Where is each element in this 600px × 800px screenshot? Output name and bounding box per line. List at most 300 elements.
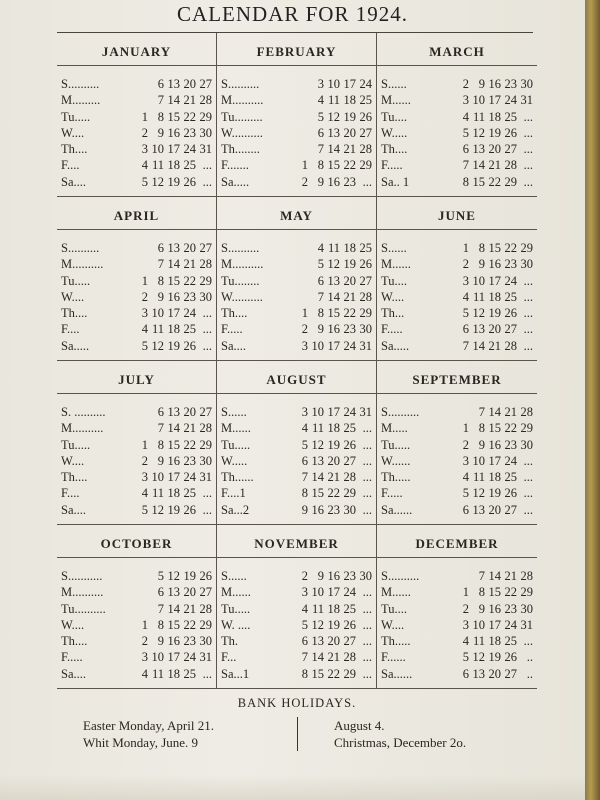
- day-cell: 23: [183, 125, 196, 140]
- day-cell: 10: [472, 273, 485, 288]
- day-cell: [132, 240, 148, 256]
- weekday-label: Th.....: [381, 634, 411, 649]
- weekday-label: M..........: [221, 93, 264, 108]
- month-july: [57, 361, 217, 525]
- day-cell: 24: [343, 338, 356, 353]
- day-cell: [132, 568, 148, 584]
- day-cell: 4: [301, 601, 308, 616]
- weekday-row: [221, 338, 372, 354]
- weekday-row: [381, 273, 533, 289]
- day-cell: 12: [311, 617, 324, 632]
- weekday-label: Tu..........: [61, 601, 106, 616]
- weekday-label: F.....: [381, 486, 403, 501]
- day-cell: 24: [504, 93, 517, 108]
- day-cell: 22: [343, 306, 356, 321]
- weekday-row: [61, 141, 212, 157]
- weekday-row: [381, 437, 533, 453]
- day-cell: 12: [472, 125, 485, 140]
- day-cell: [132, 404, 148, 420]
- weekday-label: Tu........: [221, 273, 260, 288]
- month-name: JUNE: [377, 197, 537, 230]
- weekday-row: [221, 305, 372, 321]
- day-cell: 14: [311, 470, 324, 485]
- day-cell: 3: [301, 405, 308, 419]
- day-cell: 14: [488, 405, 501, 419]
- day-cell: 20: [327, 453, 340, 468]
- day-cell: 19: [343, 257, 356, 272]
- weekday-row: [61, 109, 212, 125]
- weekday-row: [221, 125, 372, 141]
- day-cell: 8: [301, 486, 308, 501]
- day-cell: 2: [462, 77, 469, 91]
- day-cell: 13: [167, 241, 180, 255]
- weekday-label: F.....: [381, 322, 403, 337]
- day-cell: 26: [199, 569, 212, 583]
- day-cell: 29: [520, 241, 533, 255]
- day-cell: 28: [359, 289, 372, 304]
- day-cell: 8: [462, 174, 469, 189]
- holiday-entry: August 4.: [334, 718, 385, 733]
- month-name: AUGUST: [217, 361, 376, 394]
- month-name: MAY: [217, 197, 376, 230]
- weekday-label: Th....: [61, 142, 88, 157]
- day-cell: 3: [301, 585, 308, 600]
- day-cell: 11: [151, 158, 164, 173]
- month-may: [217, 197, 377, 361]
- day-cell: 1: [141, 437, 148, 452]
- day-cell: 29: [343, 486, 356, 501]
- day-cell: 12: [472, 486, 485, 501]
- day-cell: 18: [343, 241, 356, 255]
- day-cell: [292, 256, 308, 272]
- day-cell: 30: [343, 502, 356, 517]
- day-cell: 18: [343, 93, 356, 108]
- day-cell: 24: [504, 273, 517, 288]
- day-cell: 29: [504, 174, 517, 189]
- weekday-row: [221, 437, 372, 453]
- weekday-label: W....: [381, 617, 405, 632]
- weekday-label: F.....: [61, 650, 83, 665]
- day-cell: 11: [472, 470, 485, 485]
- day-cell: [132, 92, 148, 108]
- month-april: [57, 197, 217, 361]
- day-cell: 1: [301, 306, 308, 321]
- day-cell: 15: [167, 273, 180, 288]
- day-cell: 21: [183, 421, 196, 436]
- day-cell: 16: [488, 437, 501, 452]
- day-cell: 17: [167, 470, 180, 485]
- day-cell: 5: [157, 569, 164, 583]
- day-cell: ...: [523, 306, 533, 321]
- day-cell: 16: [488, 257, 501, 272]
- weekday-label: S...........: [61, 569, 103, 583]
- day-cell: ...: [362, 585, 372, 600]
- day-cell: 22: [183, 437, 196, 452]
- weekday-label: M......: [381, 257, 411, 272]
- day-cell: 16: [311, 502, 324, 517]
- weekday-label: M..........: [61, 421, 104, 436]
- day-cell: 11: [327, 241, 340, 255]
- weekday-row: [381, 568, 533, 584]
- day-cell: 23: [504, 257, 517, 272]
- day-cell: 30: [520, 77, 533, 91]
- day-cell: 27: [359, 125, 372, 140]
- day-cell: 11: [472, 634, 485, 649]
- day-cell: ...: [362, 470, 372, 485]
- day-cell: 1: [141, 617, 148, 632]
- month-name: NOVEMBER: [217, 525, 376, 558]
- day-cell: 27: [199, 405, 212, 419]
- day-cell: 5: [141, 174, 148, 189]
- day-cell: 4: [141, 322, 148, 337]
- day-cell: ...: [362, 437, 372, 452]
- day-cell: 9: [157, 125, 164, 140]
- weekday-label: Tu....: [381, 273, 407, 288]
- day-cell: 5: [301, 437, 308, 452]
- day-cell: 23: [183, 289, 196, 304]
- weekday-label: M..........: [61, 585, 104, 600]
- month-name: DECEMBER: [377, 525, 537, 558]
- day-cell: 3: [462, 617, 469, 632]
- day-cell: 22: [343, 158, 356, 173]
- day-cell: 31: [199, 650, 212, 665]
- day-cell: 16: [167, 634, 180, 649]
- day-cell: 10: [472, 93, 485, 108]
- day-cell: 9: [317, 174, 324, 189]
- day-cell: 23: [183, 453, 196, 468]
- day-cell: 26: [183, 174, 196, 189]
- day-cell: 30: [199, 634, 212, 649]
- day-cell: 25: [343, 421, 356, 436]
- day-cell: 29: [199, 437, 212, 452]
- day-cell: 27: [199, 585, 212, 600]
- day-cell: 10: [151, 306, 164, 321]
- day-cell: 30: [520, 257, 533, 272]
- weekday-row: [381, 256, 533, 272]
- page-title: CALENDAR FOR 1924.: [177, 2, 408, 26]
- day-cell: 4: [141, 666, 148, 681]
- day-cell: 18: [167, 486, 180, 501]
- weekday-label: Tu.........: [221, 109, 263, 124]
- day-cell: 17: [327, 405, 340, 419]
- day-cell: 5: [462, 650, 469, 665]
- weekday-row: [221, 485, 372, 501]
- day-cell: 22: [327, 666, 340, 681]
- weekday-row: [61, 240, 212, 256]
- month-name: FEBRUARY: [217, 33, 376, 66]
- month-name: MARCH: [377, 33, 537, 66]
- day-cell: 8: [317, 306, 324, 321]
- day-cell: 30: [520, 601, 533, 616]
- weekday-row: [221, 633, 372, 649]
- day-cell: 24: [359, 77, 372, 91]
- weekday-label: Tu....: [381, 601, 407, 616]
- weekday-label: S..........: [61, 77, 100, 91]
- day-cell: [132, 256, 148, 272]
- day-cell: 24: [504, 453, 517, 468]
- day-cell: 23: [504, 601, 517, 616]
- weekday-label: Sa....: [221, 338, 246, 353]
- day-cell: 21: [183, 601, 196, 616]
- weekday-row: [381, 125, 533, 141]
- day-cell: 30: [199, 125, 212, 140]
- day-cell: ...: [362, 666, 372, 681]
- weekday-row: [381, 666, 533, 682]
- day-cell: 17: [488, 453, 501, 468]
- weekday-label: Tu.....: [61, 109, 91, 124]
- day-cell: 6: [462, 502, 469, 517]
- weekday-label: Sa....: [61, 666, 86, 681]
- month-october: [57, 525, 217, 689]
- page-shadow: [0, 775, 585, 800]
- day-cell: 12: [151, 174, 164, 189]
- weekday-label: M......: [381, 585, 411, 600]
- weekday-row: [61, 584, 212, 600]
- weekday-label: Sa....: [61, 502, 86, 517]
- day-cell: 14: [472, 158, 485, 173]
- weekday-label: M......: [221, 585, 251, 600]
- weekday-row: [221, 157, 372, 173]
- day-cell: 25: [504, 634, 517, 649]
- day-cell: [292, 289, 308, 305]
- day-cell: 16: [488, 601, 501, 616]
- day-cell: 31: [520, 617, 533, 632]
- day-cell: 31: [359, 405, 372, 419]
- day-cell: 7: [301, 470, 308, 485]
- day-cell: 28: [359, 142, 372, 157]
- weekday-label: F....1: [221, 486, 246, 501]
- day-cell: 10: [472, 617, 485, 632]
- month-august: [217, 361, 377, 525]
- day-cell: 13: [167, 405, 180, 419]
- weekday-label: Th...: [381, 306, 405, 321]
- day-cell: 5: [141, 502, 148, 517]
- weekday-row: [381, 338, 533, 354]
- weekday-label: M......: [221, 421, 251, 436]
- day-cell: 31: [520, 93, 533, 108]
- day-cell: 11: [472, 289, 485, 304]
- day-cell: ...: [523, 634, 533, 649]
- day-cell: 19: [488, 486, 501, 501]
- day-cell: 15: [327, 158, 340, 173]
- day-cell: 19: [343, 109, 356, 124]
- day-cell: ...: [523, 174, 533, 189]
- weekday-row: [221, 502, 372, 518]
- day-cell: 25: [504, 470, 517, 485]
- day-cell: 5: [317, 257, 324, 272]
- day-cell: 30: [359, 322, 372, 337]
- day-cell: 16: [488, 77, 501, 91]
- day-cell: 19: [488, 306, 501, 321]
- weekday-label: F......: [381, 650, 406, 665]
- day-cell: 21: [327, 650, 340, 665]
- day-cell: 27: [504, 322, 517, 337]
- day-cell: 23: [343, 322, 356, 337]
- day-cell: 14: [167, 93, 180, 108]
- weekday-row: [221, 256, 372, 272]
- day-cell: 8: [478, 241, 485, 255]
- day-cell: 2: [301, 322, 308, 337]
- day-cell: 5: [462, 125, 469, 140]
- day-cell: ...: [202, 502, 212, 517]
- day-cell: 28: [199, 421, 212, 436]
- day-cell: 7: [317, 289, 324, 304]
- day-cell: 14: [327, 289, 340, 304]
- weekday-row: [221, 649, 372, 665]
- day-cell: 10: [327, 77, 340, 91]
- day-cell: [292, 109, 308, 125]
- day-cell: 19: [167, 174, 180, 189]
- day-cell: 22: [504, 585, 517, 600]
- day-cell: 19: [327, 617, 340, 632]
- day-cell: 29: [520, 585, 533, 600]
- day-cell: ...: [362, 174, 372, 189]
- day-cell: 7: [157, 601, 164, 616]
- month-name: JANUARY: [57, 33, 216, 66]
- day-cell: 28: [520, 405, 533, 419]
- day-cell: 11: [151, 322, 164, 337]
- day-cell: 7: [317, 142, 324, 157]
- weekday-row: [221, 420, 372, 436]
- day-cell: 24: [183, 306, 196, 321]
- weekday-row: [61, 305, 212, 321]
- day-cell: 5: [141, 338, 148, 353]
- day-cell: 6: [301, 634, 308, 649]
- weekday-label: Th....: [381, 142, 408, 157]
- day-cell: 17: [343, 77, 356, 91]
- day-cell: 12: [311, 437, 324, 452]
- weekday-label: Sa...2: [221, 502, 250, 517]
- day-cell: ...: [523, 453, 533, 468]
- weekday-row: [381, 157, 533, 173]
- day-cell: 23: [327, 502, 340, 517]
- weekday-row: [61, 289, 212, 305]
- weekday-label: W....: [61, 453, 85, 468]
- day-cell: 9: [317, 322, 324, 337]
- weekday-row: [221, 453, 372, 469]
- day-cell: 29: [199, 273, 212, 288]
- weekday-row: [221, 174, 372, 190]
- day-cell: 30: [199, 453, 212, 468]
- day-cell: 1: [462, 421, 469, 436]
- day-cell: 6: [462, 142, 469, 157]
- day-cell: 4: [462, 470, 469, 485]
- weekday-row: [221, 289, 372, 305]
- day-cell: 22: [504, 241, 517, 255]
- weekday-label: F....: [61, 486, 80, 501]
- day-cell: ...: [523, 502, 533, 517]
- day-cell: [292, 141, 308, 157]
- weekday-label: S..........: [221, 77, 260, 91]
- day-cell: 12: [151, 338, 164, 353]
- day-cell: 20: [488, 322, 501, 337]
- day-cell: 3: [317, 77, 324, 91]
- day-cell: [292, 76, 308, 92]
- day-cell: 18: [167, 158, 180, 173]
- month-name: APRIL: [57, 197, 216, 230]
- day-cell: 2: [462, 257, 469, 272]
- day-cell: 1: [462, 241, 469, 255]
- weekday-label: M..........: [221, 257, 264, 272]
- day-cell: 30: [199, 289, 212, 304]
- day-cell: 8: [157, 437, 164, 452]
- day-cell: 17: [167, 306, 180, 321]
- day-cell: 14: [167, 257, 180, 272]
- day-cell: 15: [488, 241, 501, 255]
- weekday-label: W..........: [221, 289, 263, 304]
- day-cell: ...: [202, 338, 212, 353]
- day-cell: 22: [183, 109, 196, 124]
- month-january: [57, 33, 217, 197]
- day-cell: 16: [327, 174, 340, 189]
- day-cell: 8: [478, 421, 485, 436]
- day-cell: 24: [183, 142, 196, 157]
- day-cell: 9: [478, 77, 485, 91]
- day-cell: 10: [472, 453, 485, 468]
- month-name: JULY: [57, 361, 216, 394]
- day-cell: 26: [359, 257, 372, 272]
- weekday-label: M.....: [381, 421, 408, 436]
- day-cell: 24: [343, 585, 356, 600]
- weekday-label: W....: [381, 289, 405, 304]
- weekday-row: [221, 568, 372, 584]
- day-cell: 4: [301, 421, 308, 436]
- day-cell: 10: [311, 405, 324, 419]
- day-cell: 13: [311, 634, 324, 649]
- weekday-row: [221, 240, 372, 256]
- day-cell: ...: [523, 158, 533, 173]
- weekday-row: [61, 157, 212, 173]
- day-cell: 26: [183, 338, 196, 353]
- day-cell: 6: [317, 273, 324, 288]
- day-cell: ...: [362, 421, 372, 436]
- day-cell: 7: [301, 650, 308, 665]
- day-cell: 21: [183, 257, 196, 272]
- day-cell: 26: [183, 502, 196, 517]
- day-cell: 9: [157, 453, 164, 468]
- day-cell: 21: [488, 158, 501, 173]
- weekday-label: F....: [61, 158, 80, 173]
- day-cell: 5: [462, 486, 469, 501]
- day-cell: 15: [167, 617, 180, 632]
- weekday-label: Tu.....: [61, 273, 91, 288]
- day-cell: 20: [343, 125, 356, 140]
- weekday-row: [381, 321, 533, 337]
- day-cell: 16: [167, 289, 180, 304]
- day-cell: 13: [327, 125, 340, 140]
- day-cell: 3: [462, 93, 469, 108]
- day-cell: 14: [167, 601, 180, 616]
- day-cell: 24: [343, 405, 356, 419]
- day-cell: 25: [183, 666, 196, 681]
- day-cell: 19: [183, 569, 196, 583]
- weekday-label: Th.....: [381, 470, 411, 485]
- weekday-label: Sa.....: [61, 338, 90, 353]
- day-cell: 6: [301, 453, 308, 468]
- day-cell: 18: [488, 634, 501, 649]
- day-cell: [292, 240, 308, 256]
- day-cell: 14: [472, 338, 485, 353]
- day-cell: 5: [317, 109, 324, 124]
- day-cell: 25: [343, 601, 356, 616]
- day-cell: 3: [462, 453, 469, 468]
- day-cell: 3: [301, 338, 308, 353]
- holiday-entry: Christmas, December 2o.: [334, 735, 467, 750]
- bank-holidays: [57, 690, 537, 760]
- day-cell: 29: [199, 617, 212, 632]
- weekday-row: [381, 420, 533, 436]
- day-cell: 25: [504, 109, 517, 124]
